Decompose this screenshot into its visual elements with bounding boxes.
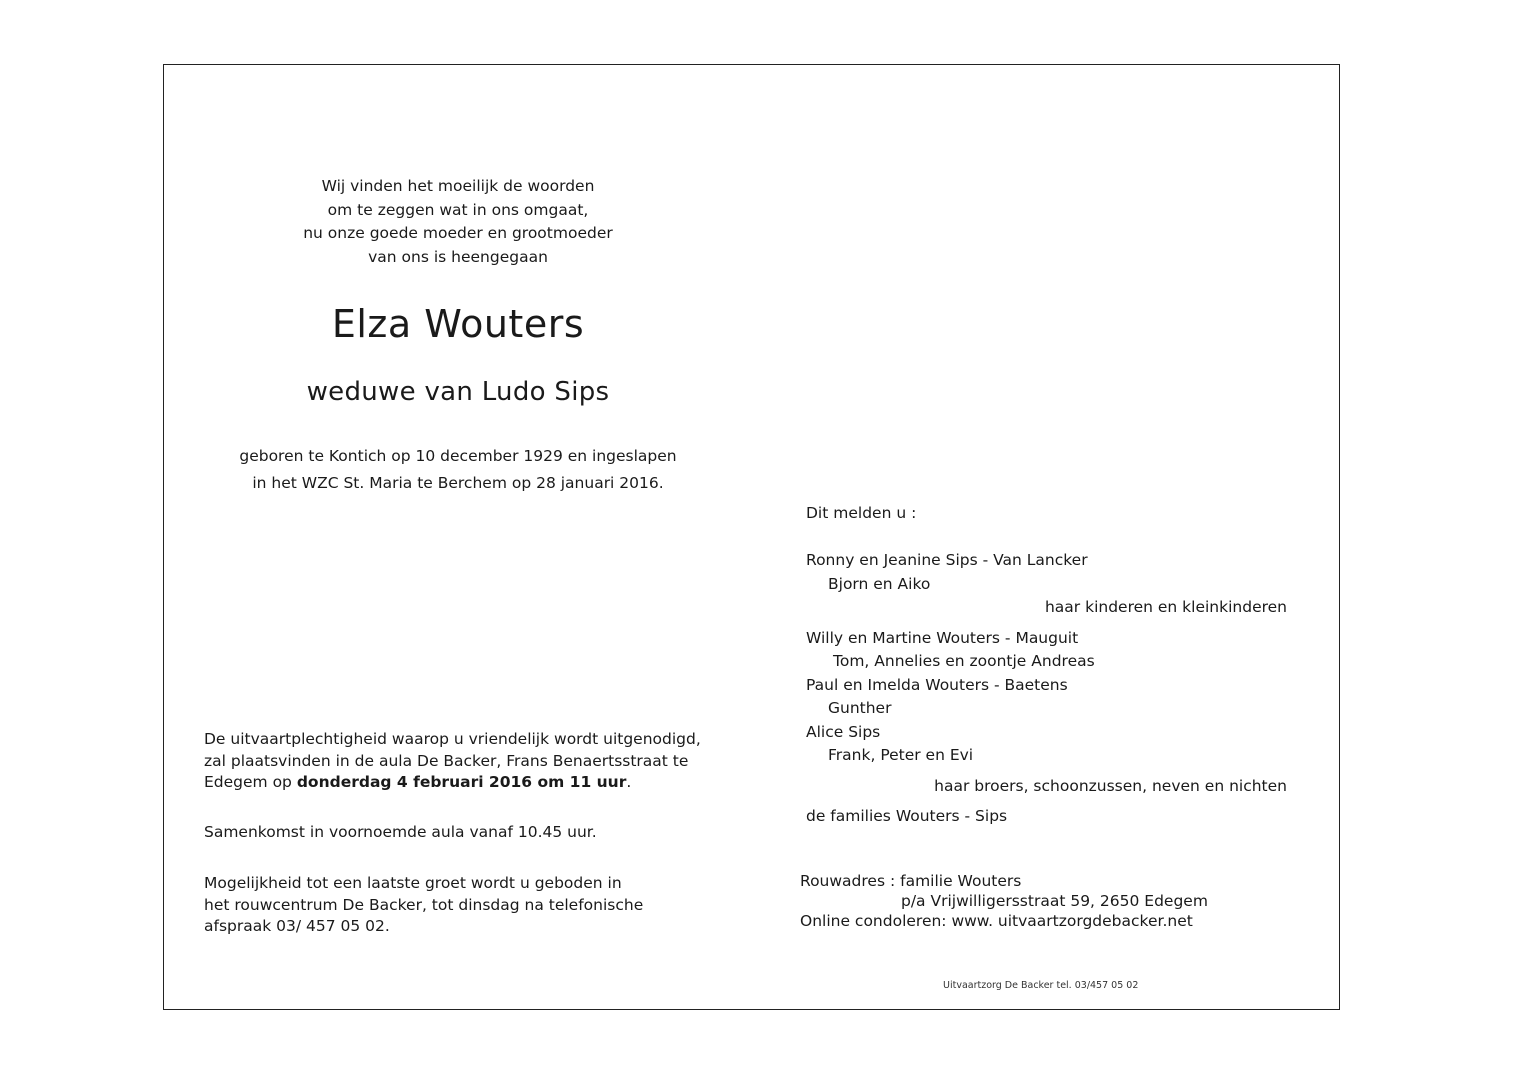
family-intro: Dit melden u : <box>806 504 917 522</box>
poem-line: Wij vinden het moeilijk de woorden <box>321 177 595 195</box>
mourning-address <box>800 871 1208 931</box>
grandchildren: Frank, Peter en Evi <box>828 746 974 764</box>
gathering-paragraph <box>204 822 597 844</box>
farewell-line: het rouwcentrum De Backer, tot dinsdag na telefonische <box>204 895 644 914</box>
grandchildren: Tom, Annelies en zoontje Andreas <box>833 652 1095 670</box>
family-member: Willy en Martine Wouters - Mauguit <box>806 629 1079 647</box>
family-member: Ronny en Jeanine Sips - Van Lancker <box>806 551 1088 569</box>
death-line: in het WZC St. Maria te Berchem op 28 januari 2016. <box>252 474 664 492</box>
ceremony-paragraph <box>204 729 701 794</box>
poem-line: nu onze goede moeder en grootmoeder <box>303 224 613 242</box>
memorial-poem <box>200 175 716 269</box>
ceremony-prefix: Edegem op <box>204 773 297 791</box>
funeral-home-footer: Uitvaartzorg De Backer tel. 03/457 05 02 <box>943 980 1139 991</box>
farewell-line: Mogelijkheid tot een laatste groet wordt u geboden in <box>204 874 622 892</box>
relation-label: haar kinderen en kleinkinderen <box>1044 598 1287 616</box>
deceased-name: Elza Wouters <box>331 302 585 346</box>
spouse-line: weduwe van Ludo Sips <box>306 377 610 407</box>
ceremony-line <box>204 772 701 794</box>
family-member: Alice Sips <box>806 723 881 741</box>
family-member: Paul en Imelda Wouters - Baetens <box>806 676 1068 694</box>
birth-line: geboren te Kontich op 10 december 1929 en ingeslapen <box>239 447 677 465</box>
ceremony-line: zal plaatsvinden in de aula De Backer, Frans Benaertsstraat te <box>204 751 689 770</box>
address-line: Rouwadres : familie Wouters <box>800 872 1022 890</box>
farewell-line: afspraak 03/ 457 05 02. <box>204 917 390 935</box>
ceremony-line: De uitvaartplechtigheid waarop u vriendelijk wordt uitgenodigd, <box>204 730 701 748</box>
address-line: p/a Vrijwilligersstraat 59, 2650 Edegem <box>901 892 1208 910</box>
ceremony-date: donderdag 4 februari 2016 om 11 uur <box>296 773 627 791</box>
poem-line: van ons is heengegaan <box>368 247 548 266</box>
birth-death-details <box>200 443 716 497</box>
ceremony-suffix: . <box>626 773 632 791</box>
extended-family: de families Wouters - Sips <box>806 807 1008 825</box>
poem-line: om te zeggen wat in ons omgaat, <box>327 200 589 219</box>
gathering-line: Samenkomst in voornoemde aula vanaf 10.45 uur. <box>204 823 597 841</box>
grandchildren: Bjorn en Aiko <box>828 575 931 593</box>
online-condolence-line: Online condoleren: www. uitvaartzorgdebacker.net <box>800 912 1193 930</box>
relation-label: haar broers, schoonzussen, neven en nichten <box>934 777 1287 795</box>
grandchildren: Gunther <box>828 699 892 717</box>
farewell-paragraph <box>204 873 643 938</box>
